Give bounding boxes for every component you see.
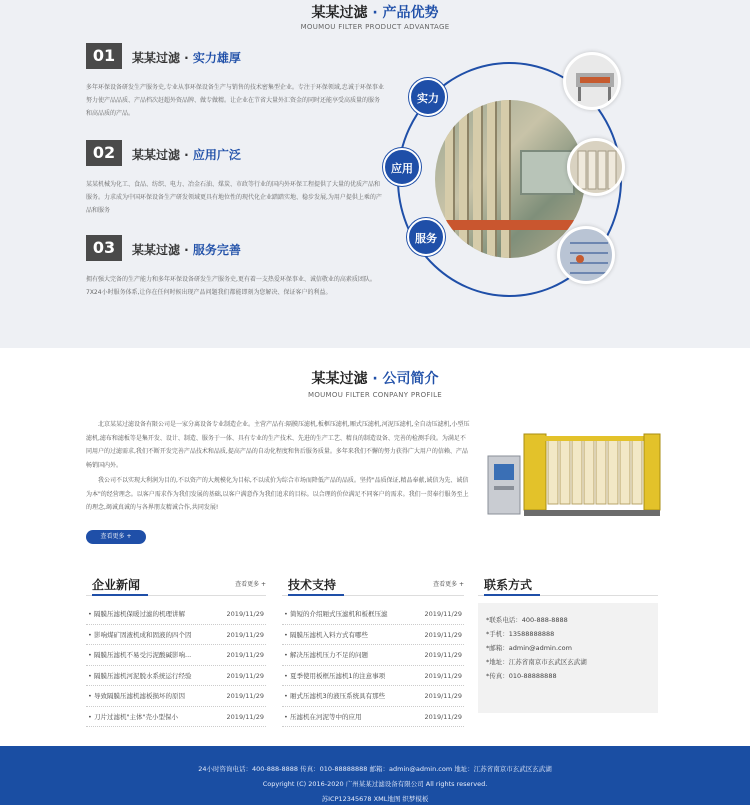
advantage-number: 01 <box>86 43 122 69</box>
tech-title-underline <box>288 594 344 596</box>
advantage-heading: 某某过滤 · 应用广泛 <box>132 148 241 162</box>
news-header <box>86 570 266 596</box>
news-more-link[interactable]: 查看更多 + <box>235 581 266 588</box>
thumb-filter-press-1 <box>563 52 621 110</box>
news-item[interactable]: • 隔膜压滤机河泥脱水系统运行经验 2019/11/29 <box>86 666 266 687</box>
tech-item[interactable]: • 解决压滤机压力不足的问题 2019/11/29 <box>282 645 464 666</box>
filter-press-machine-image <box>484 426 664 526</box>
contact-phone: *联系电话：400-888-8888 <box>486 616 568 624</box>
tech-item[interactable]: • 厢式压滤机3的液压系统具有那些 2019/11/29 <box>282 686 464 707</box>
advantage-number: 02 <box>86 140 122 166</box>
tech-item[interactable]: • 隔膜压滤机入料方式有哪些 2019/11/29 <box>282 625 464 646</box>
contact-column <box>478 570 658 596</box>
profile-subtitle: MOUMOU FILTER CONPANY PROFILE <box>307 391 443 399</box>
product-advantage-section <box>0 0 750 348</box>
tech-title: 技术支持 <box>288 578 337 592</box>
advantage-text: 拥有强大完备的生产能力和多年环保设备研发生产服务史,更有着一支热爱环保事业、诚信敬业的高素质团队。7X24小时服务体系,让你在任何时候出现产品问题我们都能即刻为您解决、保证客户的利益。 <box>86 276 376 296</box>
advantage-graphic <box>385 56 625 306</box>
tag-application: 应用 <box>383 148 421 186</box>
tech-header <box>282 570 464 596</box>
tech-item[interactable]: • 压滤机在河泥等中的应用 2019/11/29 <box>282 707 464 728</box>
contact-email: *邮箱：admin@admin.com <box>486 644 572 652</box>
profile-title: 某某过滤 · 公司简介 <box>311 371 439 387</box>
footer-copyright: Copyright (C) 2016-2020 广州某某过滤设备有限公司 All rights reserved. <box>262 780 488 788</box>
tech-item[interactable]: • 夏季使用板框压滤机1的注意事项 2019/11/29 <box>282 666 464 687</box>
tech-item[interactable]: • 简短的介绍厢式压滤机和板框压滤 2019/11/29 <box>282 604 464 625</box>
contact-title: 联系方式 <box>484 578 533 592</box>
footer-icp-links[interactable]: 苏ICP12345678 XML地图 织梦模板 <box>321 795 429 803</box>
advantage-subtitle: MOUMOU FILTER PRODUCT ADVANTAGE <box>300 23 450 31</box>
advantage-heading: 某某过滤 · 服务完善 <box>132 243 241 257</box>
news-item[interactable]: • 导致隔膜压滤机滤板损坏的原因 2019/11/29 <box>86 686 266 707</box>
news-title: 企业新闻 <box>92 578 141 592</box>
profile-more-button[interactable]: 查看更多 + <box>86 530 146 544</box>
tech-column <box>282 570 464 727</box>
contact-box <box>478 603 658 713</box>
news-list <box>86 604 266 727</box>
advantage-heading: 某某过滤 · 实力雄厚 <box>132 51 241 65</box>
thumb-filter-cloth <box>557 226 615 284</box>
contact-title-underline <box>484 594 540 596</box>
footer-contact-line: 24小时咨询电话：400-888-8888 传真：010-88888888 邮箱：admin@admin.com 地址：江苏省南京市玄武区玄武湖 <box>198 765 552 773</box>
news-item[interactable]: • 隔膜压滤机不易受污泥酸碱影响... 2019/11/29 <box>86 645 266 666</box>
filter-press-photo <box>435 100 585 258</box>
contact-address: *地址：江苏省南京市玄武区玄武湖 <box>486 658 587 666</box>
advantage-text: 某某机械为化工、食品、纺织、电力、冶金石油、煤炭、市政等行业的国内外环保工程提供了大量的优质产品和服务。力求成为中国环保设备生产研发领域更具有地位性的现代化企业踏踏实地、稳步发展,为用户提供上乘的产品和服务 <box>86 181 382 214</box>
contact-fax: *传真：010-88888888 <box>486 672 557 680</box>
tag-strength: 实力 <box>409 78 447 116</box>
advantage-title: 某某过滤 · 产品优势 <box>311 5 439 21</box>
news-item[interactable]: • 刀片过滤机"主体"壳小型保小 2019/11/29 <box>86 707 266 728</box>
advantage-text: 多年环保设备研发生产服务史,专业从事环保设备生产与销售的技术密集型企业。专注于环保领域,忠诚于环保事业努力使产品品质、产品档次赶超外资品牌、做专做精。让企业在节省大量外汇资金的同时还能享受高质量的服务和高品质的产品。 <box>86 84 384 117</box>
profile-paragraph-2: 我公司不以实现大利润为目的,不以资产的大规模化为目标,不以成价为综合市场而降低产品的品质。坚持"品质保证,精品奉献,诚信为先、诚信为本"的经营理念。以客户需求作为我们发展的基础,以客户满意作为我们追求的目标。以合理的价位满足不同客户的需求。我们一贯奉行服务至上的理念,竭诚真诚的与各界朋友精诚合作,共同发展! <box>86 477 469 511</box>
advantage-number: 03 <box>86 235 122 261</box>
footer <box>0 746 750 805</box>
profile-paragraph-1: 北京某某过滤设备有限公司是一家分离设备专业制造企业。主营产品有:隔膜压滤机,板框压滤机,厢式压滤机,河泥压滤机,全自动压滤机,小型压滤机,滤布和滤板等是集开发、设计、制造、服务于一体、具有专业的生产技术、先进的生产工艺、精良的制造设备、完善的检测手段。为满足不同用户的过滤需求,我们不断开发完善产品技术和品质,提高产品的自动化程度和售后服务质量。多年来我们不懈的努力获得广大用户的信赖、产品畅销国内外。 <box>86 421 470 469</box>
news-column <box>86 570 266 727</box>
thumb-filter-plates <box>567 138 625 196</box>
news-item[interactable]: • 影响煤矿固液机成和固液的四个因 2019/11/29 <box>86 625 266 646</box>
news-item[interactable]: • 隔膜压滤机保暖过滤的机理讲解 2019/11/29 <box>86 604 266 625</box>
contact-mobile: *手机：13588888888 <box>486 630 555 638</box>
news-title-underline <box>92 594 148 596</box>
tech-list <box>282 604 464 727</box>
profile-text <box>86 418 471 517</box>
company-profile-section <box>0 348 750 748</box>
contact-header <box>478 570 658 596</box>
tag-service: 服务 <box>407 218 445 256</box>
tech-more-link[interactable]: 查看更多 + <box>433 581 464 588</box>
